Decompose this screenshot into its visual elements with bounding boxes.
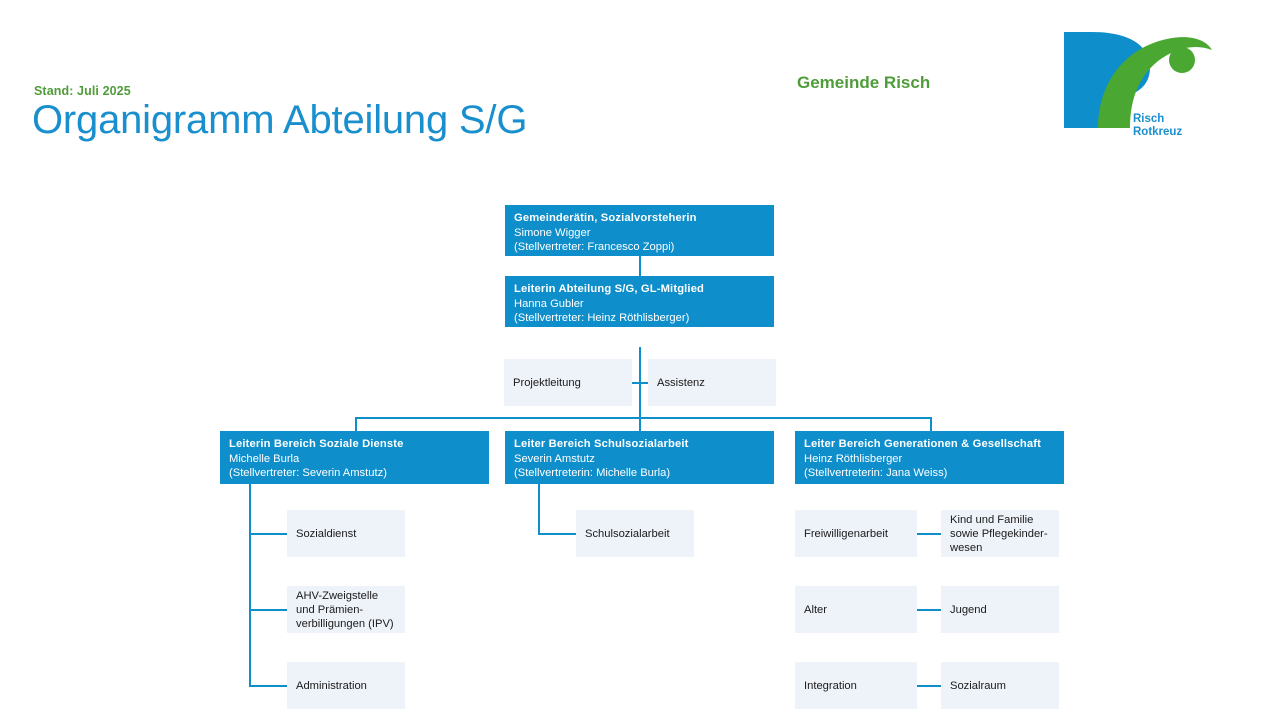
node-sozialdienst-label: Sozialdienst <box>296 527 357 540</box>
connector-bereiche-horizontal <box>355 417 931 419</box>
connector-top-to-leiterin <box>639 256 641 276</box>
date-stamp: Stand: Juli 2025 <box>34 84 131 98</box>
node-schulsozialarbeit[interactable] <box>576 510 694 557</box>
node-schulsozialarbeit-bereich-name: Severin Amstutz <box>514 452 595 465</box>
node-administration-label: Administration <box>296 679 367 692</box>
node-ahv-zweigstelle[interactable] <box>287 586 405 633</box>
node-projektleitung-label: Projektleitung <box>513 376 581 389</box>
node-ahv-zweigstelle-label-line1: AHV-Zweigstelle <box>296 589 379 602</box>
logo-wordmark-line2: Rotkreuz <box>1133 126 1183 138</box>
node-leiterin-abteilung[interactable] <box>505 276 774 327</box>
connector-drop-generationen <box>930 417 932 432</box>
page-title: Organigramm Abteilung S/G <box>32 98 528 142</box>
node-generationen-gesellschaft-deputy: (Stellvertreterin: Jana Weiss) <box>804 467 948 479</box>
node-freiwilligenarbeit-label: Freiwilligenarbeit <box>804 527 888 540</box>
node-kind-und-familie-label-line3: wesen <box>950 541 983 554</box>
node-projektleitung[interactable] <box>504 359 632 406</box>
connector-ssa-spine <box>538 484 540 534</box>
node-sozialraum[interactable] <box>941 662 1059 709</box>
node-soziale-dienste-role: Leiterin Bereich Soziale Dienste <box>229 438 404 450</box>
node-kind-und-familie[interactable] <box>941 510 1059 557</box>
connector-leiterin-to-bereiche-stem <box>639 383 641 418</box>
node-schulsozialarbeit-label: Schulsozialarbeit <box>585 527 670 540</box>
node-ahv-zweigstelle-label-line3: verbilligungen (IPV) <box>296 617 394 630</box>
connector-sd-spine <box>249 484 251 686</box>
node-gemeinderaetin-name: Simone Wigger <box>514 226 591 239</box>
node-soziale-dienste[interactable] <box>220 431 489 484</box>
node-alter-label: Alter <box>804 603 828 616</box>
node-jugend-label: Jugend <box>950 603 987 616</box>
connector-ssa-to-schulsozialarbeit <box>538 533 576 535</box>
node-sozialdienst[interactable] <box>287 510 405 557</box>
node-schulsozialarbeit-bereich[interactable] <box>505 431 774 484</box>
node-jugend[interactable] <box>941 586 1059 633</box>
node-gemeinderaetin-role: Gemeinderätin, Sozialvorsteherin <box>514 212 697 224</box>
node-leiterin-abteilung-name: Hanna Gubler <box>514 297 584 310</box>
node-generationen-gesellschaft[interactable] <box>795 431 1064 484</box>
node-leiterin-abteilung-role: Leiterin Abteilung S/G, GL-Mitglied <box>514 283 705 295</box>
node-administration[interactable] <box>287 662 405 709</box>
node-schulsozialarbeit-bereich-role: Leiter Bereich Schulsozialarbeit <box>514 438 689 450</box>
node-assistenz-label: Assistenz <box>657 376 705 389</box>
municipality-name: Gemeinde Risch <box>797 73 931 92</box>
node-integration[interactable] <box>795 662 917 709</box>
node-integration-label: Integration <box>804 679 857 692</box>
node-generationen-gesellschaft-name: Heinz Röthlisberger <box>804 452 903 465</box>
node-leiterin-abteilung-deputy: (Stellvertreter: Heinz Röthlisberger) <box>514 312 690 324</box>
node-alter[interactable] <box>795 586 917 633</box>
connector-sd-to-ahv <box>249 609 287 611</box>
node-soziale-dienste-name: Michelle Burla <box>229 452 300 465</box>
node-ahv-zweigstelle-label-line2: und Prämien- <box>296 603 364 616</box>
node-gemeinderaetin[interactable] <box>505 205 774 256</box>
connector-leiterin-staff-stem <box>639 347 641 383</box>
connector-drop-schulsozialarbeit <box>639 417 641 432</box>
connector-sd-to-sozialdienst <box>249 533 287 535</box>
connector-drop-soziale-dienste <box>355 417 357 432</box>
node-gemeinderaetin-deputy: (Stellvertreter: Francesco Zoppi) <box>514 241 675 253</box>
node-kind-und-familie-label-line1: Kind und Familie <box>950 513 1034 526</box>
node-generationen-gesellschaft-role: Leiter Bereich Generationen & Gesellschaft <box>804 438 1041 450</box>
connector-sd-to-administration <box>249 685 287 687</box>
node-schulsozialarbeit-bereich-deputy: (Stellvertreterin: Michelle Burla) <box>514 467 671 479</box>
node-sozialraum-label: Sozialraum <box>950 679 1006 692</box>
node-assistenz[interactable] <box>648 359 776 406</box>
logo-wordmark <box>1133 113 1182 139</box>
node-freiwilligenarbeit[interactable] <box>795 510 917 557</box>
node-soziale-dienste-deputy: (Stellvertreter: Severin Amstutz) <box>229 467 387 479</box>
logo-wordmark-line1: Risch <box>1133 113 1165 125</box>
node-kind-und-familie-label-line2: sowie Pflegekinder- <box>950 527 1048 540</box>
risch-rotkreuz-logo-icon <box>1046 24 1216 149</box>
